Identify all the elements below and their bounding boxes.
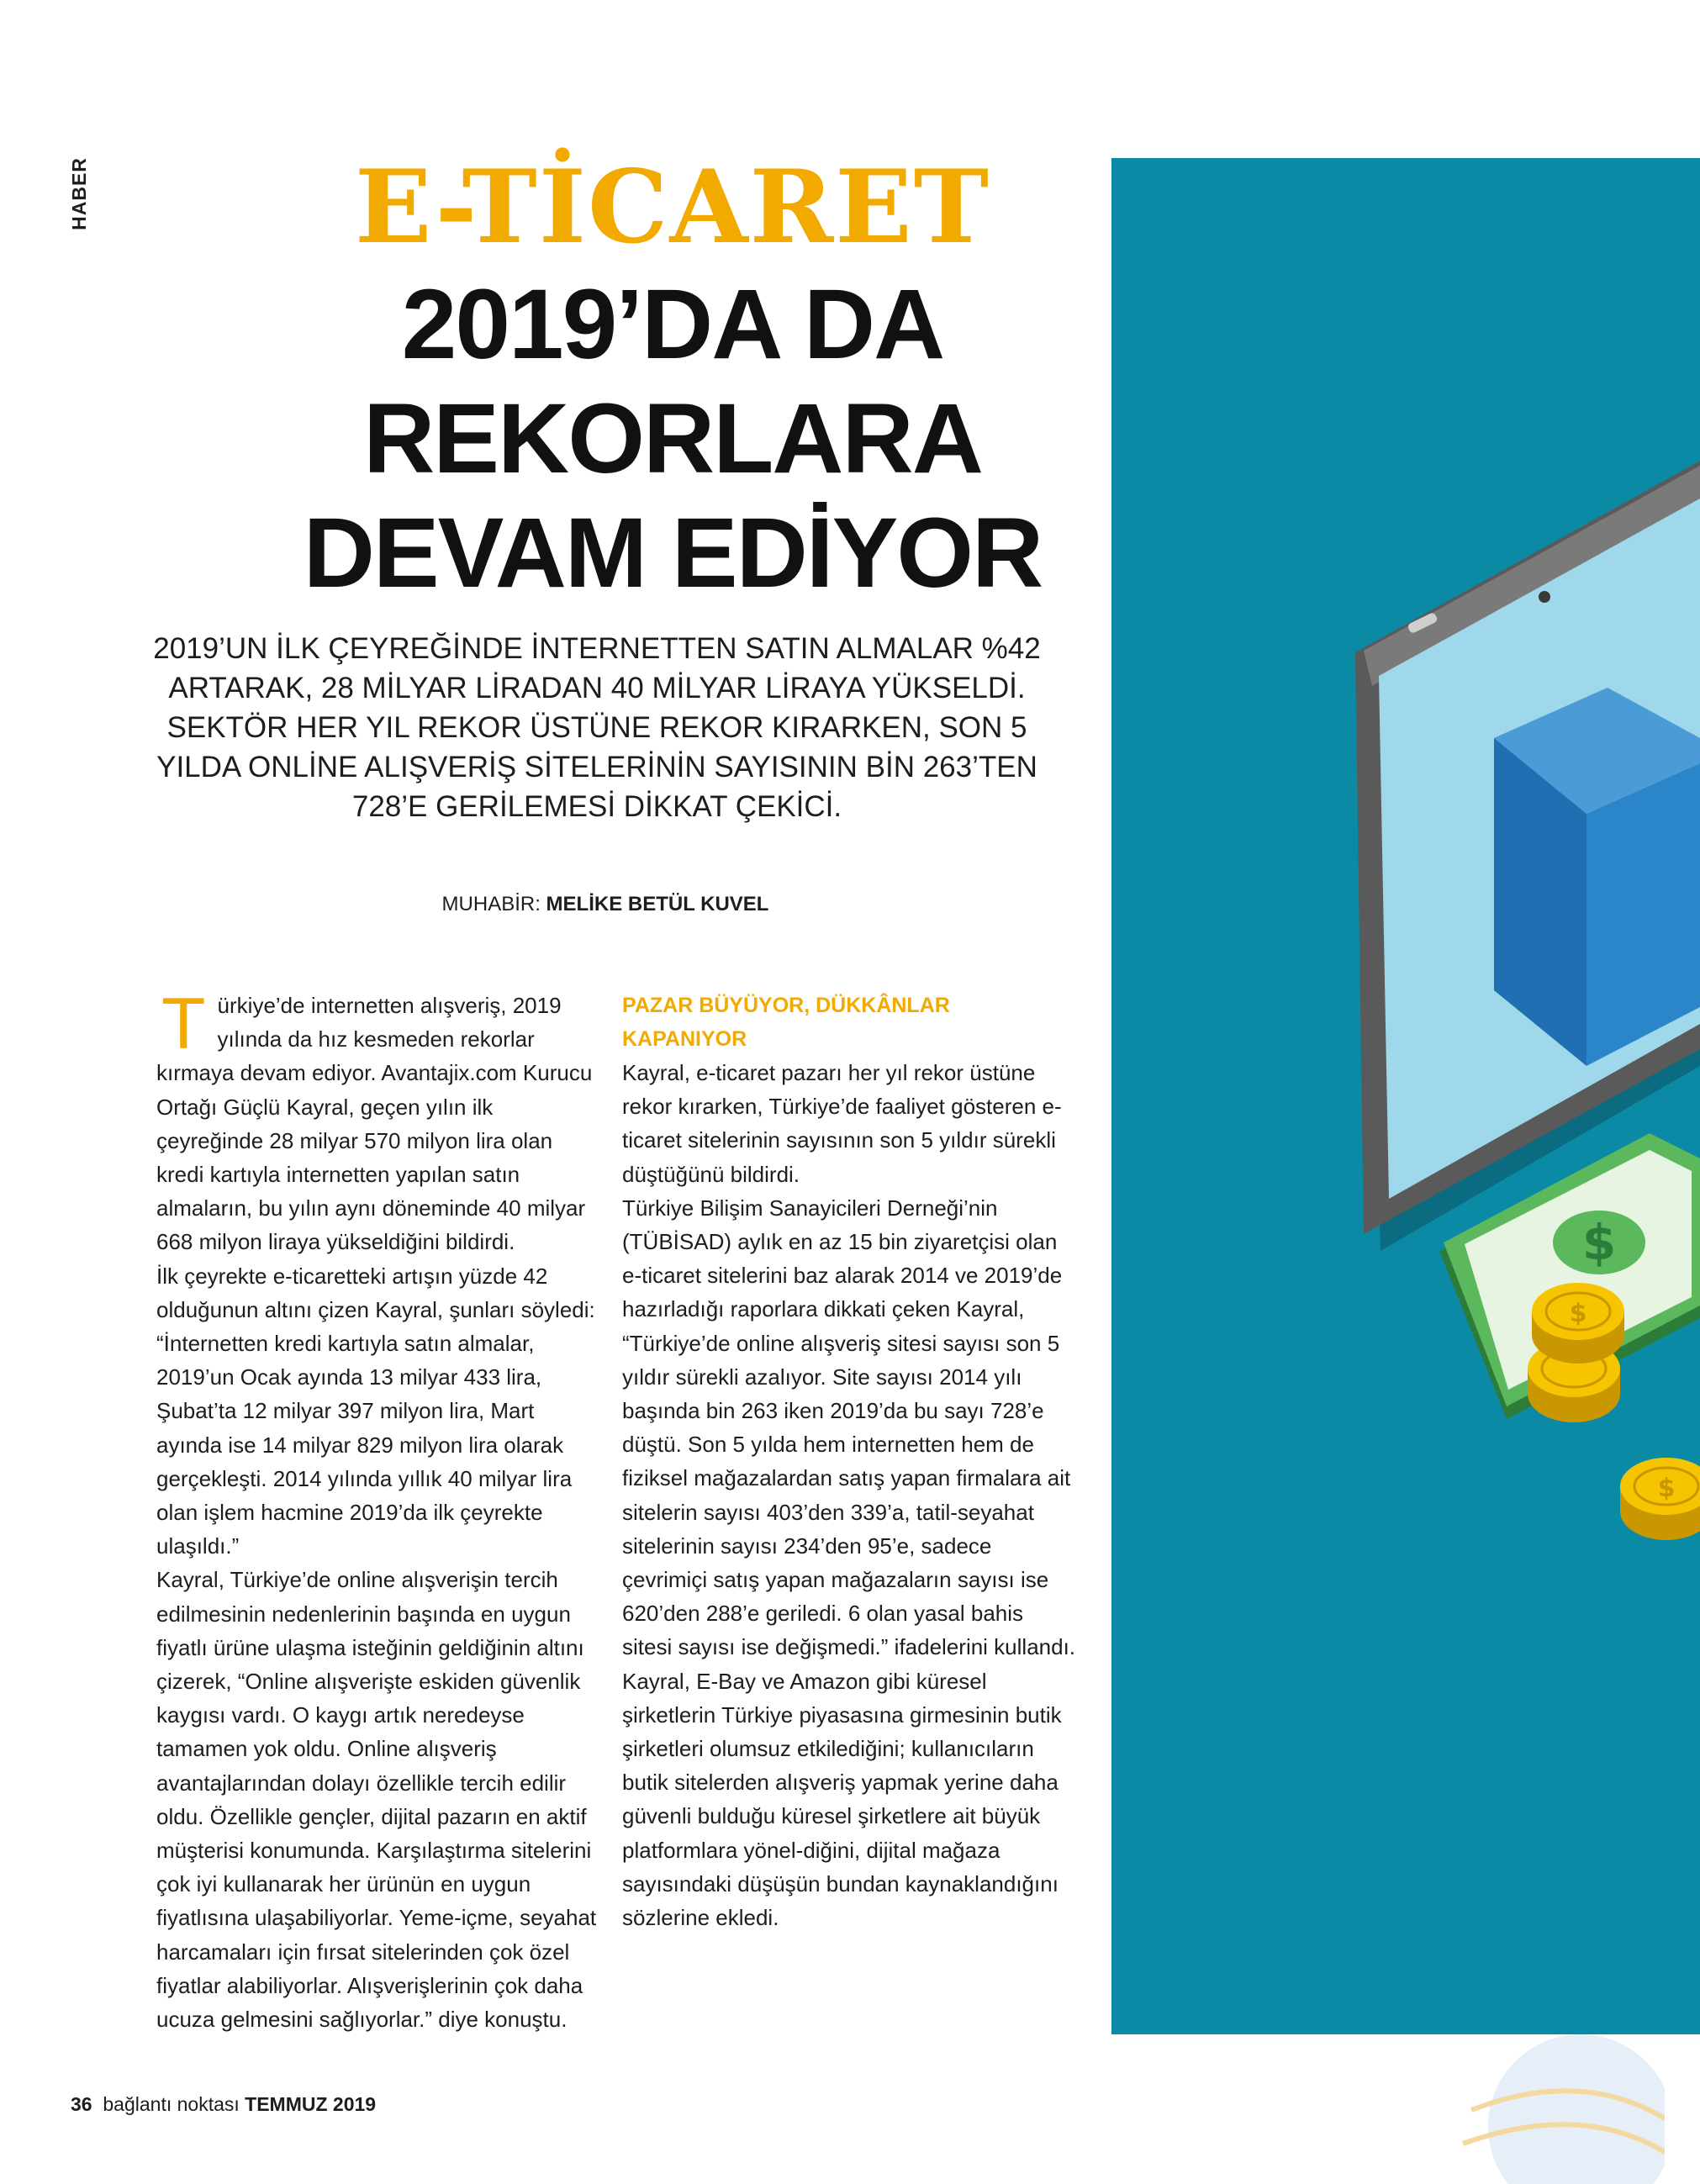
drop-cap: T	[161, 984, 206, 1064]
byline-label: MUHABİR:	[441, 893, 541, 915]
subhead: PAZAR BÜYÜYOR, DÜKKÂNLAR KAPANIYOR	[622, 994, 950, 1051]
byline	[353, 893, 858, 916]
kicker-title: E-TİCARET	[354, 148, 991, 266]
section-label	[62, 156, 96, 230]
headline-line-3: DEVAM EDİYOR	[303, 498, 1043, 609]
byline-author: MELİKE BETÜL KUVEL	[546, 893, 769, 915]
paragraph: Kayral, E-Bay ve Amazon gibi küresel şirketlerin Türkiye piyasasına girmesinin butik şirketleri olumsuz etkilediğini; kullanıcıların butik sitelerden alışveriş yapmak yerine daha güvenli bulduğu küresel şirketlere ait büyük platformlara yönel-diğini, dijital mağaza sayısındaki düşüşün bundan kaynaklandığını sözlerine ekledi.	[622, 1668, 1062, 1931]
decorative-globe	[1455, 2018, 1665, 2184]
section-label-text: HABER	[67, 156, 90, 230]
paragraph: Türkiye’de internetten alışveriş, 2019 yılında da hız kesmeden rekorlar kırmaya devam ediyor. Avantajix.com Kurucu Ortağı Güçlü Kayral, geçen yılın ilk çeyreğinde 28 milyar 570 milyon lira olan kredi kartıyla internetten yapılan satın almaların, bu yılın aynı döneminde 40 milyar 668 milyon liraya yükseldiğini bildirdi.	[156, 984, 593, 1255]
box-icon	[1494, 688, 1700, 1066]
page-footer	[71, 2093, 376, 2116]
svg-text:$: $	[1581, 1214, 1617, 1271]
ecommerce-illustration	[1111, 158, 1700, 2034]
paragraph: Kayral, Türkiye’de online alışverişin tercih edilmesinin nedenlerinin başında en uygun fiyatlı ürüne ulaşma isteğinin geldiğinin altını çizerek, “Online alışverişte eskiden güvenlik kaygısı vardı. O kaygı artık neredeyse tamamen yok oldu. Online alışveriş avantajlarından dolayı özellikle tercih edilir oldu. Özellikle gençler, dijital pazarın en aktif müşterisi konumunda. Karşılaştırma sitelerini çok iyi kullanarak her ürünün en uygun fiyatlısına ulaşabiliyorlar. Yeme-içme, seyahat harcamaları için fırsat sitelerinden çok özel fiyatlar alabiliyorlar. Alışverişlerinin çok daha ucuza gelmesini sağlıyorlar.” diye konuştu.	[156, 1567, 597, 2033]
paragraph: İlk çeyrekte e-ticaretteki artışın yüzde 42 olduğunun altını çizen Kayral, şunları söyledi: “İnternetten kredi kartıyla satın almalar, 2019’un Ocak ayında 13 milyar 433 lira, Şubat’ta 12 milyar 397 milyon lira, Mart ayında ise 14 milyar 829 milyon lira olarak gerçekleşti. 2014 yılında yıllık 40 milyar lira olan işlem hacmine 2019’da ilk çeyrekte ulaşıldı.”	[156, 1263, 595, 1559]
magazine-name: bağlantı noktası	[103, 2093, 240, 2115]
headline-line-2: REKORLARA	[363, 383, 982, 494]
svg-text:$: $	[1657, 1474, 1676, 1503]
deck-summary: 2019’UN İLK ÇEYREĞİNDE İNTERNETTEN SATIN ALMALAR %42 ARTARAK, 28 MİLYAR LİRADAN 40 MİLYAR LİRAYA YÜKSELDİ. SEKTÖR HER YIL REKOR ÜSTÜNE REKOR KIRARKEN, SON 5 YILDA ONLİNE ALIŞVERİŞ SİTELERİNİN SAYISININ BİN 263’TEN 728’E GERİLEMESİ DİKKAT ÇEKİCİ.	[153, 632, 1041, 823]
article-column-left	[156, 984, 602, 2036]
page-number: 36	[71, 2093, 92, 2115]
issue-date: TEMMUZ 2019	[245, 2093, 377, 2115]
headline-line-1: 2019’DA DA	[401, 269, 944, 380]
svg-text:$: $	[1569, 1299, 1587, 1328]
headline	[235, 267, 1110, 610]
article-column-right	[622, 989, 1076, 1934]
paragraph: Kayral, e-ticaret pazarı her yıl rekor üstüne rekor kırarken, Türkiye’de faaliyet gösteren e-ticaret sitelerinin sayısının son 5 yıldır sürekli düştüğünü bildirdi.	[622, 1060, 1062, 1187]
paragraph: Türkiye Bilişim Sanayicileri Derneği’nin (TÜBİSAD) aylık en az 15 bin ziyaretçisi olan e-ticaret sitelerini baz alarak 2014 ve 2019’de hazırladığı raporlara dikkati çeken Kayral, “Türkiye’de online alışveriş sitesi sayısı son 5 yıldır sürekli azalıyor. Site sayısı 2014 yılı başında bin 263 iken 2019’da bu sayı 728’e düştü. Son 5 yılda hem internetten hem de fiziksel mağazalardan satış yapan firmalara ait sitelerin sayısı 403’den 339’a, tatil-seyahat sitelerinin sayısı 234’den 95’e, sadece çevrimiçi satış yapan mağazaların sayısı ise 620’den 288’e geriledi. 6 olan yasal bahis sitesi sayısı ise değişmedi.” ifadelerini kullandı.	[622, 1195, 1076, 1660]
